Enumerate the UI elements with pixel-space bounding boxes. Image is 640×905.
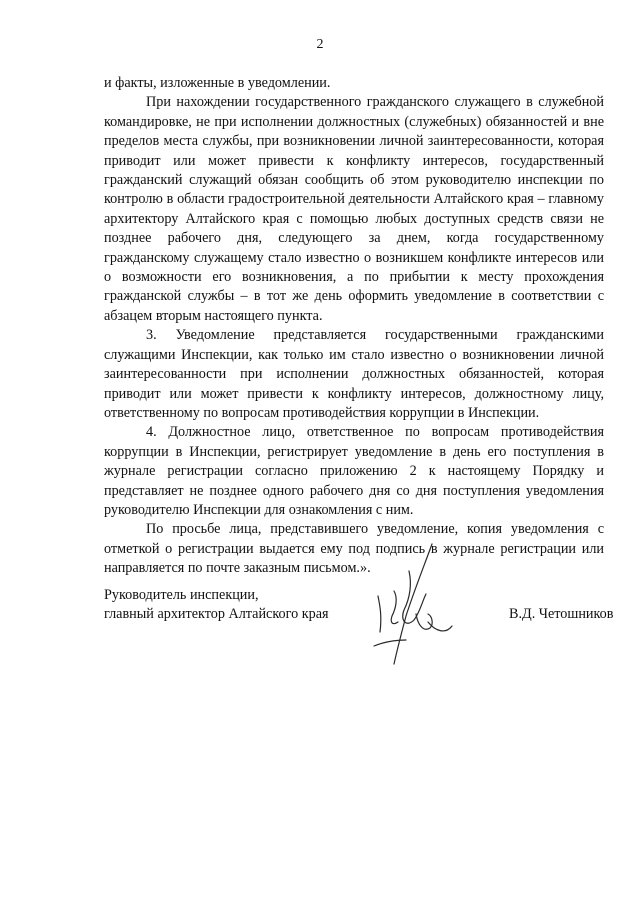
paragraph-copy-request: По просьбе лица, представившего уведомление, копия уведомления с отметкой о регистрации выдается ему под подпись в журнале регистрации или направляется по почте заказным письмом.». bbox=[104, 521, 604, 577]
handwritten-signature-icon bbox=[354, 536, 474, 676]
paragraph-continuation: и факты, изложенные в уведомлении. bbox=[104, 75, 331, 91]
paragraph-item-4: 4. Должностное лицо, ответственное по вопросам противодействия коррупции в Инспекции, регистрирует уведомление в день его поступления в журнале регистрации согласно приложению 2 к настоящему Порядку и представляет не позднее одного рабочего дня со дня поступления уведомления руководителю Инспекции для ознакомления с ним. bbox=[104, 424, 604, 518]
signatory-position-line1: Руководитель инспекции, bbox=[104, 587, 259, 603]
page-number: 2 bbox=[316, 37, 324, 52]
signatory-position-line2: главный архитектор Алтайского края bbox=[104, 606, 329, 623]
signatory-position bbox=[104, 586, 329, 625]
signatory-name: В.Д. Четошников bbox=[509, 606, 614, 622]
paragraph-business-trip: При нахождении государственного гражданского служащего в служебной командировке, не при исполнении должностных (служебных) обязанностей и вне пределов места службы, при возникновении личной заинтересованности, которая приводит или может привести к конфликту интересов, государственный гражданский служащий обязан сообщить об этом руководителю инспекции по контролю в области градостроительной деятельности Алтайского края – главному архитектору Алтайского края с помощью любых доступных средств связи не позднее рабочего дня, следующего за днем, когда государственному гражданскому служащему стало известно о возникшем конфликте интересов или о возможности его возникновения, а по прибытии к месту прохождения гражданской службы – в тот же день оформить уведомление в соответствии с абзацем вторым настоящего пункта. bbox=[104, 94, 604, 324]
document-body bbox=[104, 74, 604, 579]
paragraph-item-3: 3. Уведомление представляется государственными гражданскими служащими Инспекции, как только им стало известно о возникновении личной заинтересованности при исполнении должностных обязанностей, которая приводит или может привести к конфликту интересов, должностному лицу, ответственному по вопросам противодействия коррупции в Инспекции. bbox=[104, 327, 604, 421]
signature-block bbox=[104, 586, 624, 686]
